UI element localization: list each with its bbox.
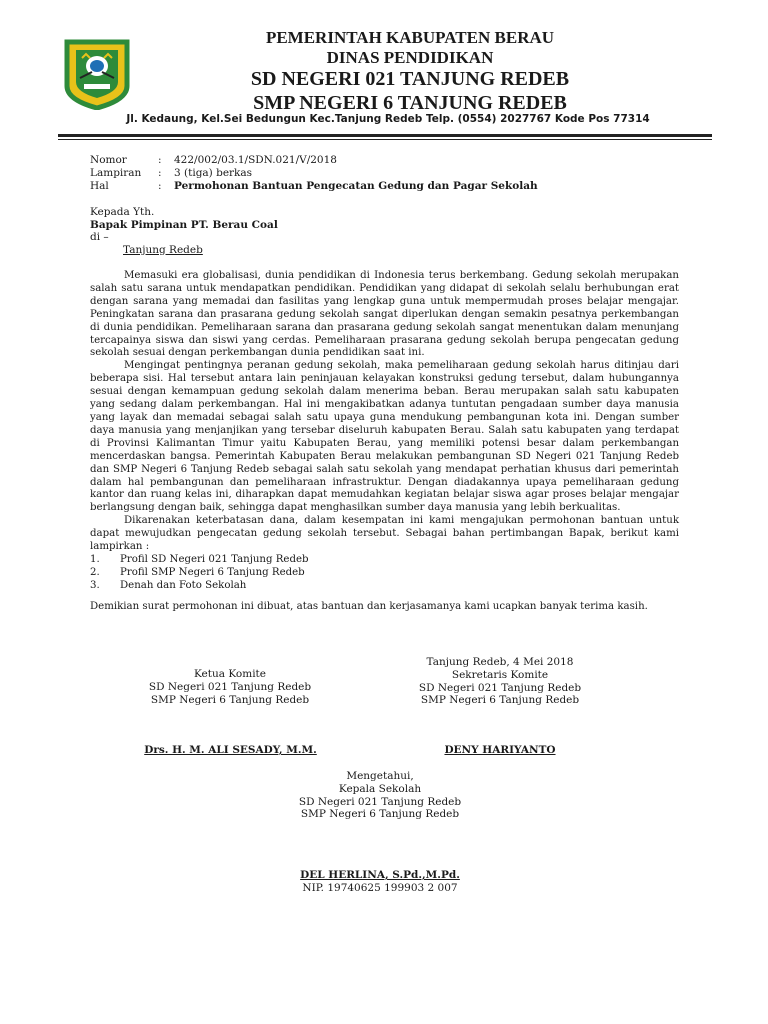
letterhead-department: DINAS PENDIDIKAN [326,48,494,68]
signature-title: Ketua Komite [194,668,266,680]
list-item [90,567,679,580]
letterhead-school-sd: SD NEGERI 021 TANJUNG REDEB [250,68,570,91]
recipient-city: Tanjung Redeb [123,243,203,256]
attachment-list [90,554,679,593]
signature-title: Kepala Sekolah [338,782,422,795]
list-text: Profil SMP Negeri 6 Tanjung Redeb [120,566,305,578]
signature-org: SD Negeri 021 Tanjung Redeb [148,680,312,693]
list-number: 3. [90,579,100,591]
meta-label: Hal [90,180,109,192]
signature-name-center: DEL HERLINA, S.Pd.,M.Pd. [300,869,460,881]
signature-place-date: Tanjung Redeb, 4 Mei 2018 [426,656,574,668]
signature-known: Mengetahui, [346,770,414,782]
meta-nomor [90,154,538,167]
signature-org: SD Negeri 021 Tanjung Redeb [298,795,462,808]
meta-lampiran [90,167,538,180]
meta-value: 3 (tiga) berkas [174,167,253,179]
signature-name-right: DENY HARIYANTO [444,744,556,756]
list-number: 2. [90,566,100,578]
closing-paragraph: Demikian surat permohonan ini dibuat, atas bantuan dan kerjasamanya kami ucapkan banyak terima kasih. [90,600,648,612]
meta-colon: : [158,154,162,166]
meta-label: Lampiran [90,167,142,179]
letter-body [90,270,679,614]
recipient-salutation: Kepada Yth. [90,206,155,218]
letterhead-address: Jl. Kedaung, Kel.Sei Bedungun Kec.Tanjung Redeb Telp. (0554) 2027767 Kode Pos 77314 [126,113,650,125]
signature-name-center-block [280,869,480,895]
meta-value: Permohonan Bantuan Pengecatan Gedung dan Pagar Sekolah [174,180,538,192]
letterhead [150,28,670,115]
list-item [90,554,679,567]
signature-org: SMP Negeri 6 Tanjung Redeb [420,694,580,707]
body-paragraph: Dikarenakan keterbatasan dana, dalam kesempatan ini kami mengajukan permohonan bantuan untuk dapat mewujudkan pengecatan gedung sekolah tersebut. Sebagai bahan pertimbangan Bapak, berikut kami lampirkan : [90,515,679,553]
letterhead-school-smp: SMP NEGERI 6 TANJUNG REDEB [253,91,567,114]
meta-colon: : [158,167,162,179]
signature-org: SMP Negeri 6 Tanjung Redeb [150,693,310,706]
letterhead-divider-thin [58,139,712,140]
signature-org: SD Negeri 021 Tanjung Redeb [418,681,582,694]
recipient-name: Bapak Pimpinan PT. Berau Coal [90,218,278,231]
meta-hal [90,180,538,193]
signature-right [410,656,590,707]
letterhead-divider-thick [58,134,712,137]
list-text: Profil SD Negeri 021 Tanjung Redeb [120,553,309,565]
list-text: Denah dan Foto Sekolah [120,579,247,591]
letter-meta [90,154,538,193]
signature-name-left: Drs. H. M. ALI SESADY, M.M. [144,744,317,756]
signature-nip: NIP. 19740625 199903 2 007 [302,882,458,894]
meta-value: 422/002/03.1/SDN.021/V/2018 [174,154,337,166]
letterhead-government: PEMERINTAH KABUPATEN BERAU [265,28,555,47]
recipient-block [90,206,278,256]
body-paragraph: Memasuki era globalisasi, dunia pendidikan di Indonesia terus berkembang. Gedung sekolah merupakan salah satu sarana untuk mendapatkan pendidikan. Pendidikan yang didapat di sekolah selalu berhubungan erat dengan sarana yang memadai dan fasilitas yang lengkap guna untuk mempermudah proses belajar mengajar. Peningkatan sarana dan prasarana gedung sekolah sangat diperlukan dengan semakin pesatnya perkembangan di dunia pendidikan. Pemeliharaan sarana dan prasarana gedung sekolah sangat menentukan dalam menunjang tercapainya siswa dan siswi yang cerdas. Pemeliharaan prasarana gedung sekolah berupa pengecatan gedung sekolah sesuai dengan perkembangan dunia pendidikan saat ini. [90,270,679,359]
signature-center [280,770,480,821]
signature-title: Sekretaris Komite [451,668,549,681]
list-number: 1. [90,553,100,565]
recipient-di: di – [90,231,109,243]
signature-left [140,668,320,706]
body-paragraph: Mengingat pentingnya peranan gedung sekolah, maka pemeliharaan gedung sekolah harus ditinjau dari beberapa sisi. Hal tersebut antara lain peninjauan kelayakan konstruksi gedung tersebut, dalam hubungannya sesuai dengan kemampuan gedung sekolah dalam menerima beban. Berau merupakan salah satu kabupaten yang sedang dalam perkembangan. Hal ini mengakibatkan adanya tuntutan pengadaan sumber daya manusia yang layak dan memadai sebagai salah satu upaya guna mendukung pembangunan kota ini. Dengan sumber daya manusia yang menjanjikan yang tersebar diseluruh kabupaten Berau. Salah satu kabupaten yang terdapat di Provinsi Kalimantan Timur yaitu Kabupaten Berau, yang memiliki potensi besar dalam perkembangan mencerdaskan bangsa. Pemerintah Kabupaten Berau melakukan pembangunan SD Negeri 021 Tanjung Redeb dan SMP Negeri 6 Tanjung Redeb sebagai salah satu sekolah yang mendapat perhatian khusus dari pemerintah dalam hal pembangunan dan pemeliharaan infrastruktur. Dengan diadakannya upaya pemeliharaan gedung kantor dan ruang kelas ini, diharapkan dapat memudahkan kegiatan belajar siswa agar proses belajar mengajar berlangsung dengan baik, sehingga dapat menghasilkan sumber daya manusia yang lebih berkualitas. [90,360,679,514]
meta-label: Nomor [90,154,127,166]
list-item [90,580,679,593]
berau-regency-emblem-icon [62,38,132,110]
signature-org: SMP Negeri 6 Tanjung Redeb [300,808,460,821]
meta-colon: : [158,180,162,192]
